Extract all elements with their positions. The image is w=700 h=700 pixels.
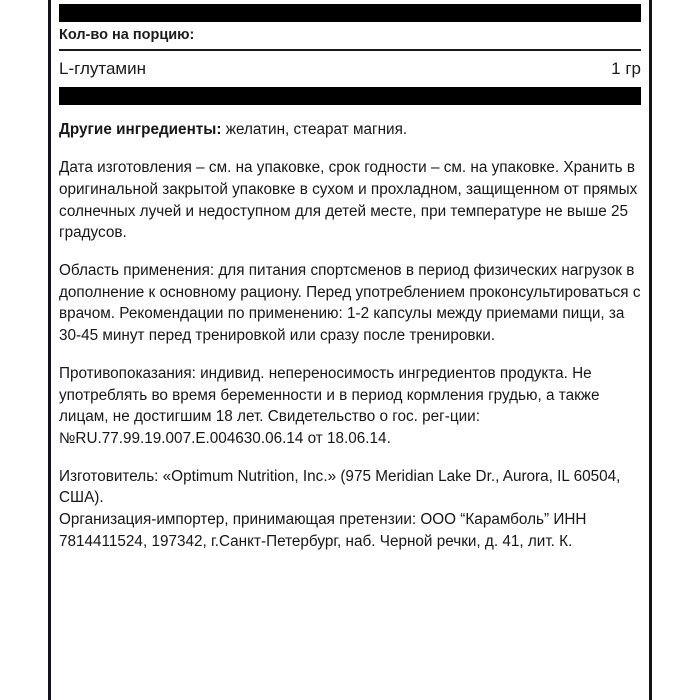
nutrient-name: L-глутамин	[59, 59, 146, 79]
usage-paragraph: Область применения: для питания спортсменов в период физических нагрузок в дополнение к основному рациону. Перед употреблением проконсультироваться с врачом. Рекомендации по применению: 1-2 капсулы между приемами пищи, за 30-45 минут перед тренировкой или сразу после тренировки.	[59, 261, 641, 345]
label-panel	[51, 0, 649, 700]
importer-paragraph: Организация-импортер, принимающая претензии: ООО “Карамболь” ИНН 7814411524, 197342, г.Санкт-Петербург, наб. Черной речки, д. 41, лит. К.	[59, 511, 587, 550]
label-body-copy	[59, 105, 641, 552]
manufacturer-paragraph: Изготовитель: «Optimum Nutrition, Inc.» (975 Meridian Lake Dr., Aurora, IL 60504, США).	[59, 467, 621, 507]
other-ingredients-value: желатин, стеарат магния.	[221, 121, 408, 139]
nutrient-amount: 1 гр	[611, 59, 641, 79]
other-ingredients-paragraph	[59, 119, 641, 141]
panel-right-border	[649, 0, 652, 700]
supplement-facts-table	[59, 4, 641, 105]
contraindications-paragraph: Противопоказания: индивид. непереносимость ингредиентов продукта. Не употреблять во время беременности и в период кормления грудью, а также лицам, не достигшим 18 лет. Свидетельство о гос. рег-ции: №RU.77.99.19.007.Е.004630.06.14 от 18.06.14.	[59, 364, 600, 447]
facts-amount-per-serving-label: Кол-во на порцию:	[59, 27, 195, 43]
storage-paragraph: Дата изготовления – см. на упаковке, срок годности – см. на упаковке. Хранить в оригинальной закрытой упаковке в сухом и прохладном, защищенном от прямых солнечных лучей и недоступном для детей месте, при температуре не выше 25 градусов.	[59, 159, 638, 242]
facts-amount-per-serving-heading	[59, 22, 641, 49]
other-ingredients-label: Другие ингредиенты:	[59, 121, 222, 139]
facts-top-black-bar	[59, 4, 641, 22]
facts-bottom-black-bar	[59, 87, 641, 105]
table-row	[59, 51, 641, 87]
